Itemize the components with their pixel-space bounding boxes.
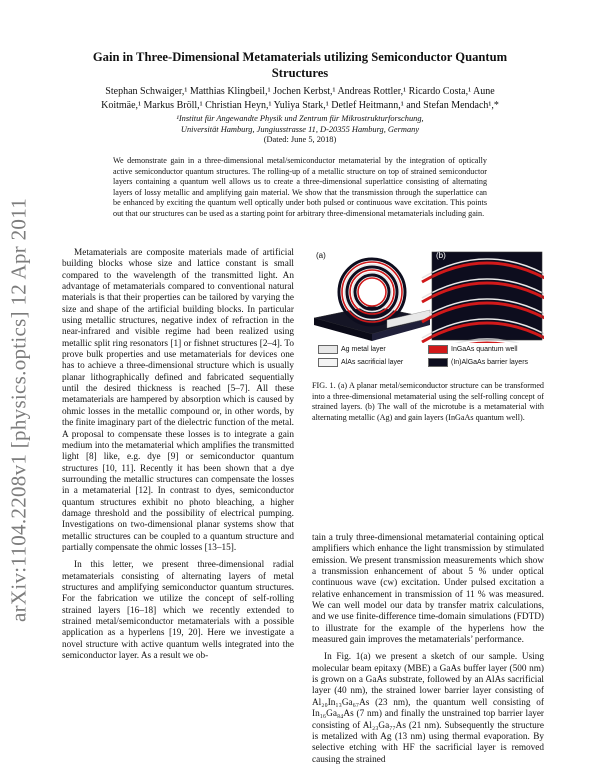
title-line-1: Gain in Three-Dimensional Metamaterials utilizing Semiconductor Quantum — [92, 50, 508, 64]
legend-swatch-metal — [318, 345, 338, 354]
legend-label-qw: InGaAs quantum well — [451, 346, 518, 353]
arxiv-stamp-text: arXiv:1104.2208v1 [physics.optics] 12 Apr 2011 — [6, 197, 31, 623]
affiliation-line-1: ¹Institut für Angewandte Physik und Zentrum für Mikrostrukturforschung, — [176, 114, 424, 123]
panel-label-b: (b) — [436, 251, 446, 260]
left-column — [62, 248, 294, 662]
legend-swatch-sacrificial — [318, 358, 338, 367]
intro-paragraph: Metamaterials are composite materials made of artificial building blocks whose size and lattice constant is small compared to the wavelength of the transmitted light. An advantage of metamaterials compared to conventional natural materials is that their properties can be tailored by varying the size and shape of the artificial building blocks. In particular using metallic structures, negative index of refraction in the near-infrared and visible regime had been realized using metallic split ring resonators [1] or fishnet structures [2–4]. To prove bulk properties and use metamaterials for devices one has to achieve a three-dimensional structure which is usually planar lithographically defined and fabricated sequentially until the desired thickness is reached [5–7]. All these metamaterials are hampered by absorption which is caused by ohmic losses in the metallic compound or, in other words, by the finite imaginary part of the dielectric function of the metal. A proposal to compensate these losses is to integrate a gain medium into the metamaterial which amplifies the transmitted light [8] like, e.g. dye [9] or semiconductor quantum structures [10, 11]. Recently it has been shown that a dye surrounding the metallic structures can compensate the losses in a metamaterial [12]. In contrast to dyes, semiconductor quantum structures exhibit no photo bleaching, a higher damage threshold and the possibility of electrical pumping. Investigations on two-dimensional planar systems show that metallic structures can be coupled to a quantum structure and partially compensate the ohmic losses [13–15]. — [62, 248, 294, 553]
legend-swatch-qw — [428, 345, 448, 354]
legend-swatch-barrier — [428, 358, 448, 367]
legend-item-metal — [318, 345, 386, 354]
legend-label-barrier: (In)AlGaAs barrier layers — [451, 359, 529, 366]
figure-caption: FIG. 1. (a) A planar metal/semiconductor structure can be transformed into a three-dimensional metamaterial using the self-rolling concept of strained layers. (b) The wall of the microtube is a metamaterial with alternating metallic (Ag) and gain layers (InGaAs quantum well). — [312, 381, 544, 422]
panel-label-a: (a) — [316, 251, 326, 260]
figure-legend — [318, 343, 544, 371]
continuation-paragraph: tain a truly three-dimensional metamaterial containing optical amplifiers which enhance the light transmission by stimulated emission. We present transmission measurements which show a transmission enhancement of about 5 % under optical continuous wave (cw) excitation. Under pulsed excitation a relative enhancement in transmission of 11 % was measured. We can well model our data by transfer matrix calculations, and we use finite-difference time-domain simulations (FDTD) to illustrate for the example of the hyperlens how the measured gain improves the metamaterials’ performance. — [312, 533, 544, 646]
right-column — [312, 533, 544, 766]
figure-1-illustration — [312, 248, 544, 343]
dated-line: (Dated: June 5, 2018) — [263, 135, 337, 144]
authors-line-2: Koitmäe,¹ Markus Bröll,¹ Christian Heyn,¹ Yuliya Stark,¹ Detlef Heitmann,¹ and Stefan Mendach¹,* — [101, 99, 499, 111]
authors-line-1: Stephan Schwaiger,¹ Matthias Klingbeil,¹ Jochen Kerbst,¹ Andreas Rottler,¹ Ricardo Costa,¹ Aune — [105, 86, 495, 97]
author-list — [60, 85, 540, 112]
sample-paragraph: In Fig. 1(a) we present a sketch of our sample. Using molecular beam epitaxy (MBE) a GaAs buffer layer (500 nm) is grown on a GaAs substrate, followed by an AlAs sacrificial layer (40 nm), the strained lower barrier layer consisting of Al₂₀In₁₃Ga₆₇As (23 nm), the quantum well consisting of In₁₆Ga₈₄As (7 nm) and finally the unstrained top barrier layer consisting of Al₂₃Ga₇₇As (21 nm). Subsequently the structure is metalized with Ag (13 nm) using thermal evaporation. By selective etching with HF the sacrificial layer is removed causing the strained — [312, 652, 544, 765]
legend-item-barrier — [428, 358, 528, 367]
legend-label-sacrificial: AlAs sacrificial layer — [341, 359, 404, 366]
abstract: We demonstrate gain in a three-dimensional metal/semiconductor metamaterial by the integration of optically active semiconductor quantum structures. The rolling-up of a metallic structure on top of strained semiconductor layers containing a quantum well allows us to create a three-dimensional superlattice consisting of alternating layers of lossy metallic and amplifying gain material. We show that the transmission through the superlattice can be enhanced by exciting the quantum well optically under both pulsed or continuous wave excitation. This points out that our structures can be used as a starting point for arbitrary three-dimensional metamaterials including gain. — [113, 156, 487, 218]
legend-item-qw — [428, 345, 518, 354]
affiliation-line-2: Universität Hamburg, Jungiusstrasse 11, D-20355 Hamburg, Germany — [180, 125, 420, 134]
paper-title — [70, 50, 530, 81]
wall-cross-section — [422, 252, 544, 343]
legend-label-metal: Ag metal layer — [341, 346, 386, 353]
letter-paragraph: In this letter, we present three-dimensional radial metamaterials consisting of alternating layers of metal structures and amplifying semiconductor quantum structures. For the fabrication we utilize the concept of self-rolling strained layers [16–18] which we recently extended to strained metal/semiconductor metamaterials with a possible application as a hyperlens [19, 20]. Here we investigate a novel structure with active quantum wells integrated into the semiconductor layer. As a result we ob- — [62, 560, 294, 662]
title-line-2: Structures — [271, 65, 329, 80]
legend-item-sacrificial — [318, 358, 403, 367]
affiliation — [70, 113, 530, 135]
arxiv-stamp — [2, 197, 36, 623]
